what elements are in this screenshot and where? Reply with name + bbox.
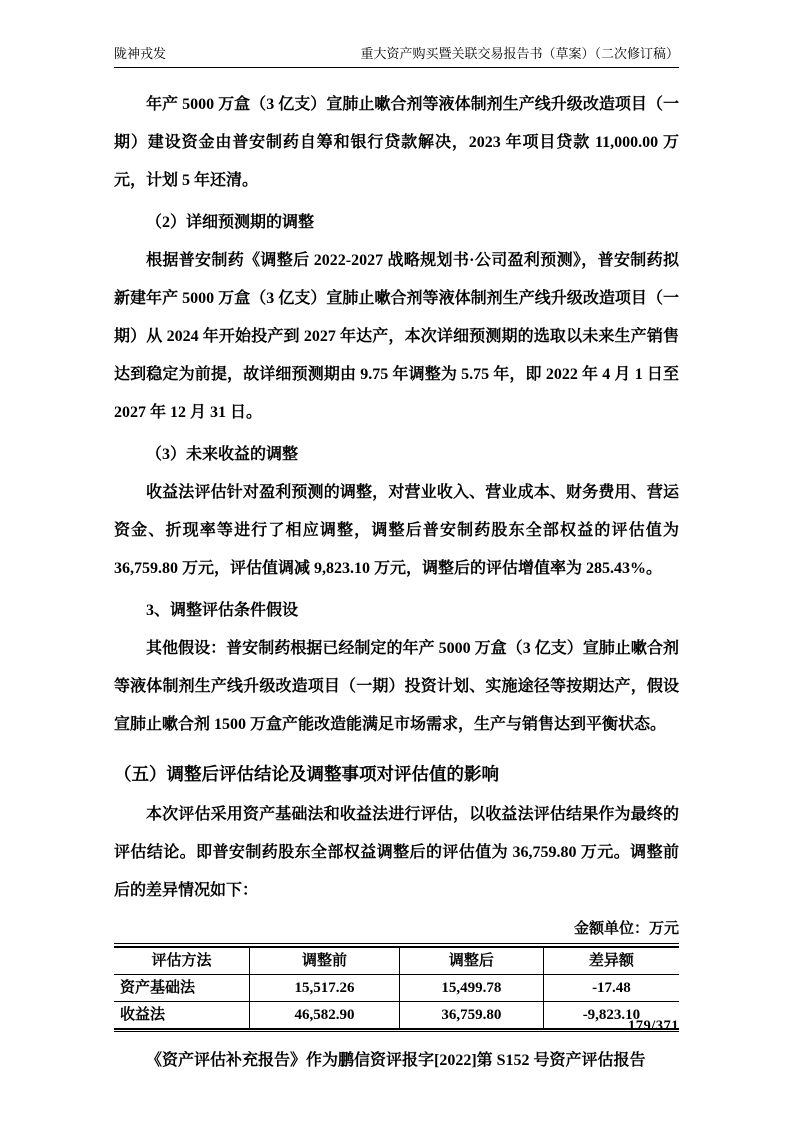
page-number: 179/371 (627, 1018, 679, 1034)
column-header-after: 调整后 (399, 947, 543, 975)
heading-adjusted-conclusion: （五）调整后评估结论及调整事项对评估值的影响 (114, 764, 499, 784)
cell-after: 15,499.78 (399, 974, 543, 1001)
paragraph-future-income: 收益法评估针对盈利预测的调整，对营业收入、营业成本、财务费用、营运资金、折现率等进行了相应调整，调整后普安制药股东全部权益的评估值为 36,759.80 万元，评估值调减 9,823.10 万元，调整后的评估增值率为 285.43%。 (114, 484, 679, 577)
heading-assumption-adjustment: 3、调整评估条件假设 (146, 602, 299, 619)
cell-after: 36,759.80 (399, 1001, 543, 1029)
paragraph-project-funding: 年产 5000 万盒（3 亿支）宣肺止嗽合剂等液体制剂生产线升级改造项目（一期）建设资金由普安制药自筹和银行贷款解决，2023 年项目贷款 11,000.00 万元，计划 5 年还清。 (114, 96, 679, 189)
valuation-comparison-table (114, 943, 679, 1032)
paragraph-forecast-period: 根据普安制药《调整后 2022-2027 战略规划书·公司盈利预测》，普安制药拟新建年产 5000 万盒（3 亿支）宣肺止嗽合剂等液体制剂生产线升级改造项目（一期）从 2024 年开始投产到 2027 年达产，本次详细预测期的选取以未来生产销售达到稳定为前提，故详细预测期由 9.75 年调整为 5.75 年，即 2022 年 4 月 1 日至 2027 年 12 月 31 日。 (114, 252, 679, 421)
column-header-method: 评估方法 (114, 947, 250, 975)
cell-before: 15,517.26 (250, 974, 400, 1001)
column-header-difference: 差异额 (543, 947, 679, 975)
cell-difference: -9,823.10 (543, 1001, 679, 1029)
cell-before: 46,582.90 (250, 1001, 400, 1029)
table-row-income-method (114, 1001, 679, 1029)
cell-method: 资产基础法 (114, 974, 250, 1001)
heading-future-income-adjustment: （3）未来收益的调整 (146, 446, 299, 463)
table-row-asset-basis (114, 974, 679, 1001)
paragraph-conclusion: 本次评估采用资产基础法和收益法进行评估，以收益法评估结果作为最终的评估结论。即普安制药股东全部权益调整后的评估值为 36,759.80 万元。调整前后的差异情况如下： (114, 806, 679, 899)
column-header-before: 调整前 (250, 947, 400, 975)
paragraph-supplement-report: 《资产评估补充报告》作为鹏信资评报字[2022]第 S152 号资产评估报告 (146, 1052, 646, 1069)
document-body (114, 86, 679, 1080)
table-unit-note: 金额单位：万元 (573, 921, 679, 937)
header-company-name: 陇神戎发 (114, 46, 167, 61)
heading-forecast-period-adjustment: （2）详细预测期的调整 (146, 214, 315, 231)
cell-difference: -17.48 (543, 974, 679, 1001)
table-header-row (114, 947, 679, 975)
cell-method: 收益法 (120, 1006, 166, 1023)
header-report-title: 重大资产购买暨关联交易报告书（草案）（二次修订稿） (360, 46, 679, 61)
page-header (114, 46, 679, 68)
paragraph-other-assumptions: 其他假设：普安制药根据已经制定的年产 5000 万盒（3 亿支）宣肺止嗽合剂等液体制剂生产线升级改造项目（一期）投资计划、实施途径等按期达产，假设宣肺止嗽合剂 1500 万盒产能改造能满足市场需求，生产与销售达到平衡状态。 (114, 640, 679, 733)
